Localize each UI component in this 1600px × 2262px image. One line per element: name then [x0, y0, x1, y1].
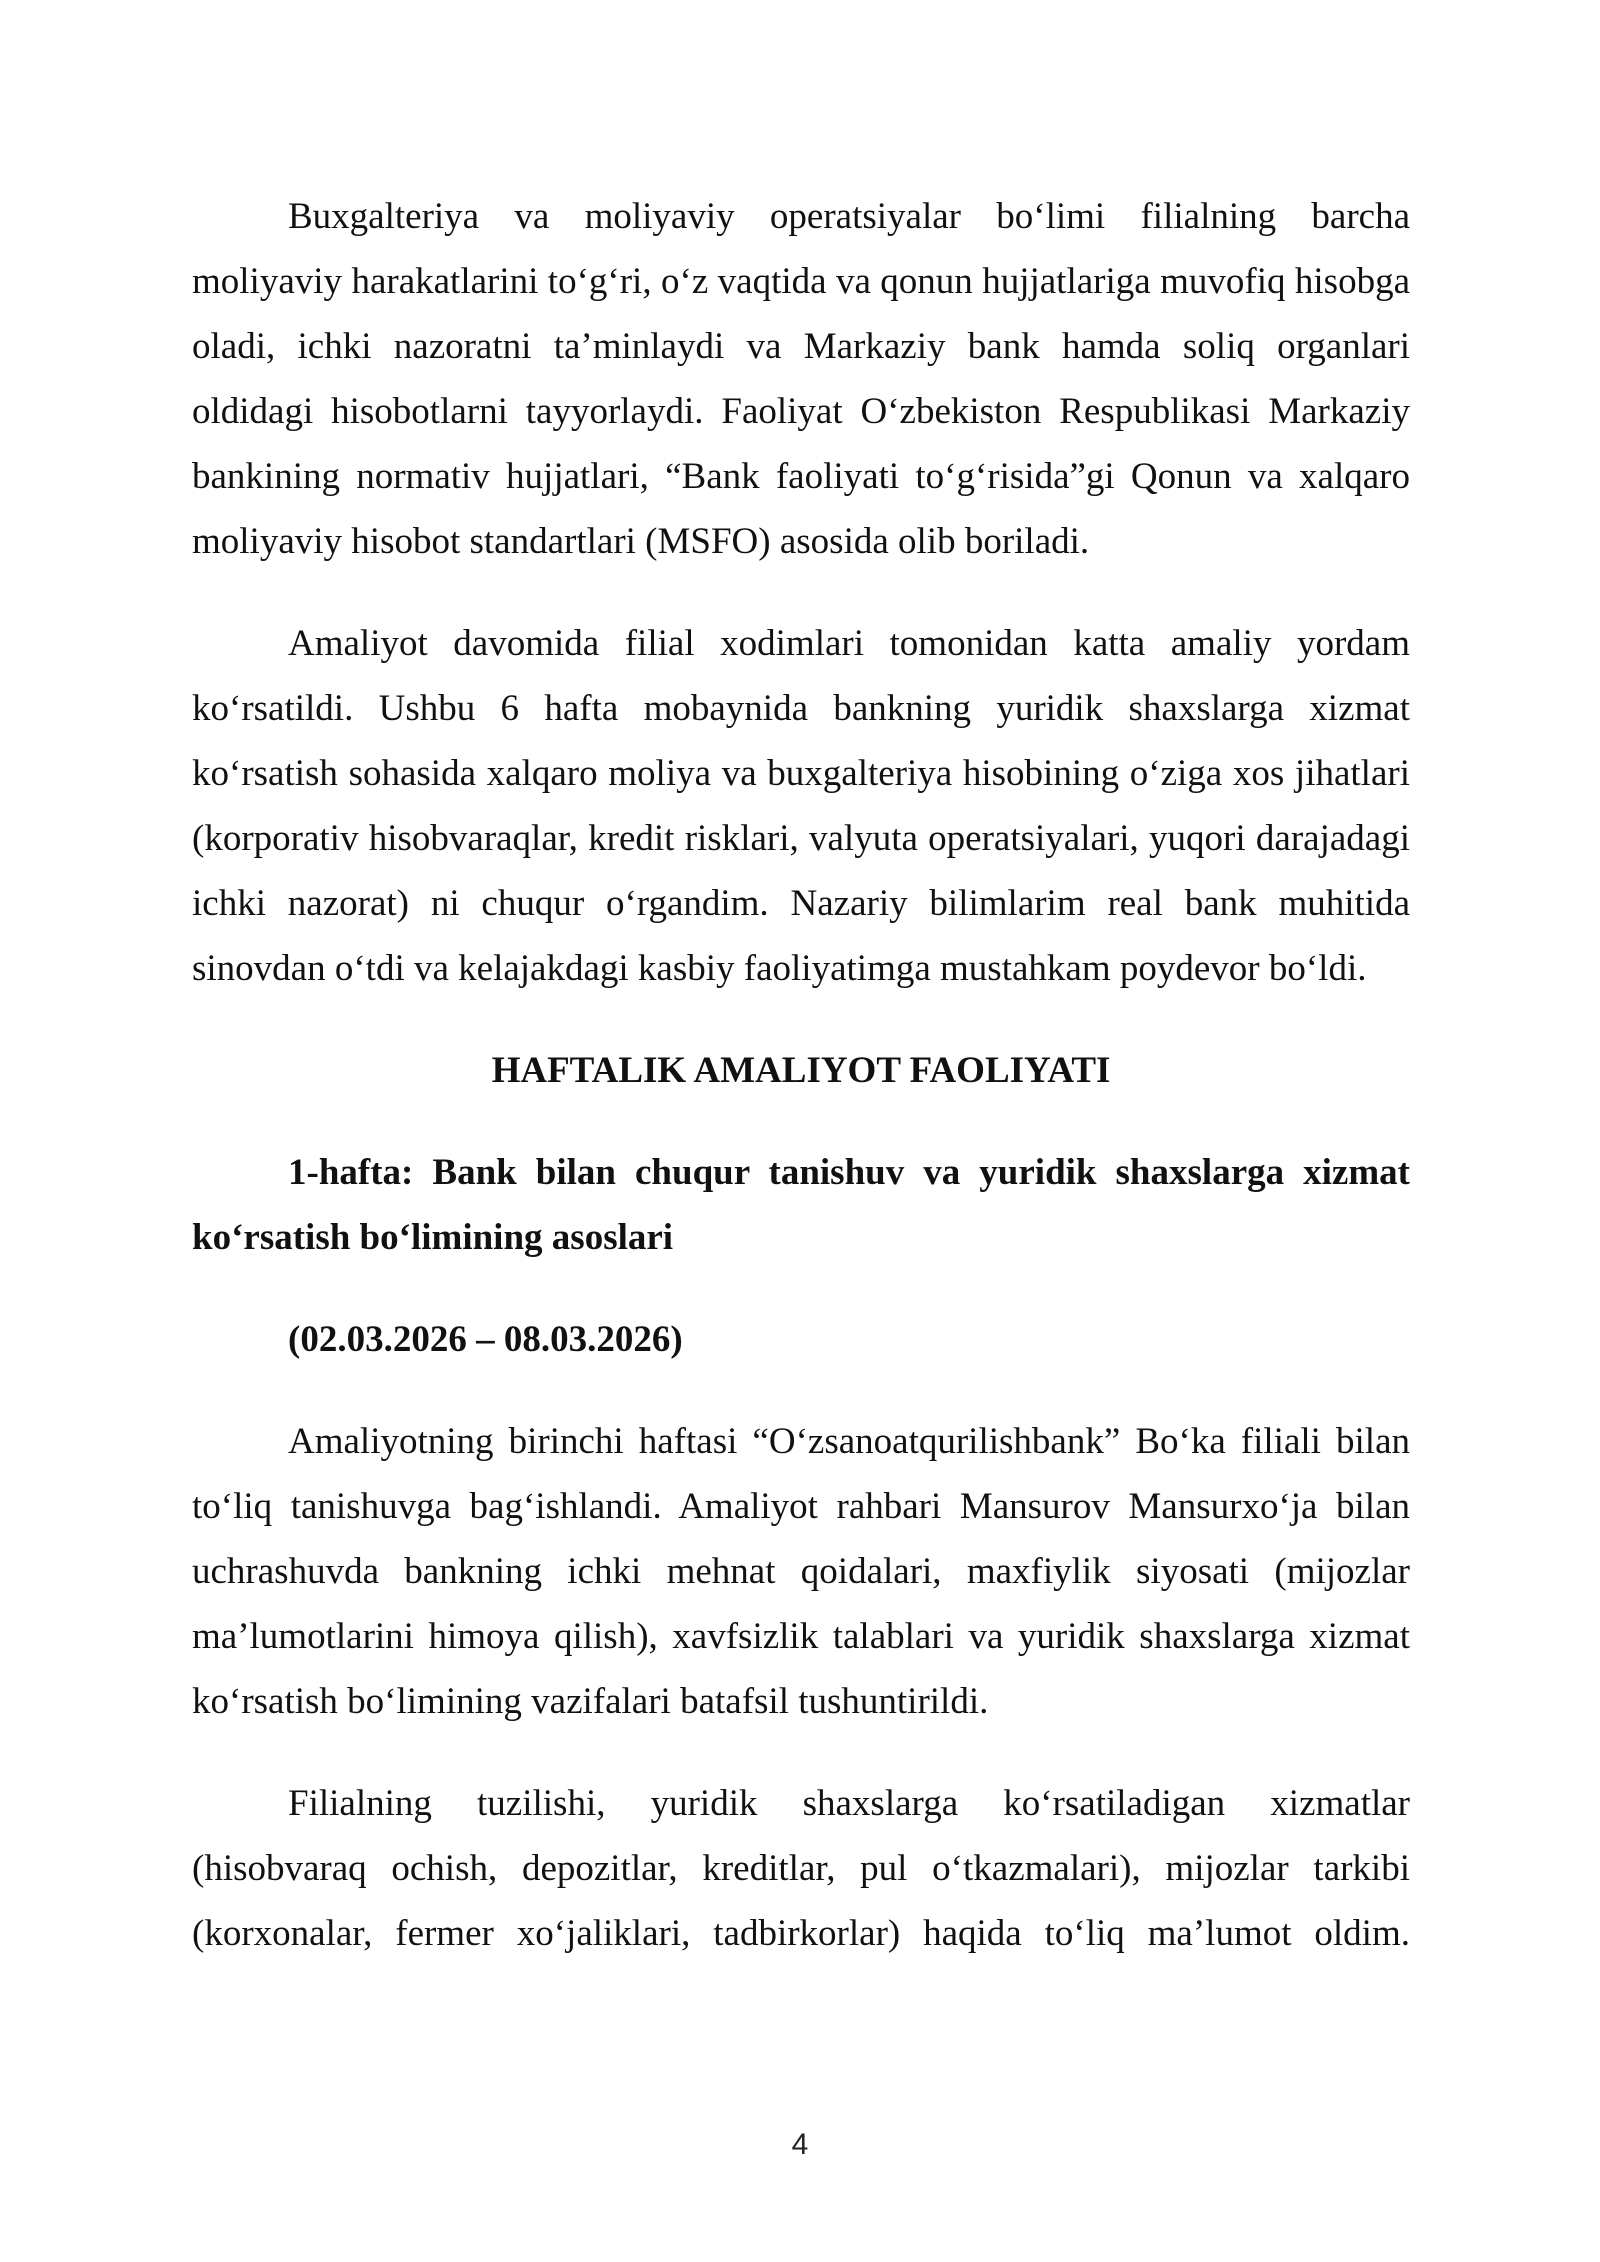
body-paragraph — [192, 184, 1410, 574]
paragraph-line: moliyaviy hisobot standartlari (MSFO) asosida olib boriladi. — [192, 521, 1090, 562]
week-heading-line: 1-hafta: Bank bilan chuqur tanishuv va yuridik shaxslarga xizmat — [288, 1152, 1410, 1193]
section-heading: HAFTALIK AMALIYOT FAOLIYATI — [491, 1050, 1111, 1091]
body-paragraph — [192, 1409, 1410, 1734]
paragraph-line: ko‘rsatildi. Ushbu 6 hafta mobaynida bankning yuridik shaxslarga xizmat — [192, 688, 1410, 729]
week-heading-line: ko‘rsatish bo‘limining asoslari — [192, 1217, 674, 1258]
paragraph-line: ichki nazorat) ni chuqur o‘rgandim. Nazariy bilimlarim real bank muhitida — [192, 883, 1410, 924]
paragraph-line: bankining normativ hujjatlari, “Bank faoliyati to‘g‘risida”gi Qonun va xalqaro — [192, 456, 1410, 497]
week-dates-block — [192, 1307, 1410, 1372]
body-paragraph — [192, 611, 1410, 1001]
paragraph-line: Filialning tuzilishi, yuridik shaxslarga ko‘rsatiladigan xizmatlar — [288, 1783, 1410, 1824]
paragraph-line: Amaliyotning birinchi haftasi “O‘zsanoatqurilishbank” Bo‘ka filiali bilan — [288, 1421, 1410, 1462]
paragraph-line: ko‘rsatish sohasida xalqaro moliya va buxgalteriya hisobining o‘ziga xos jihatlari — [192, 753, 1410, 794]
week-heading — [192, 1140, 1410, 1270]
body-paragraph — [192, 1771, 1410, 1966]
paragraph-line: sinovdan o‘tdi va kelajakdagi kasbiy faoliyatimga mustahkam poydevor bo‘ldi. — [192, 948, 1367, 989]
page-body — [192, 184, 1410, 2003]
paragraph-line: Buxgalteriya va moliyaviy operatsiyalar bo‘limi filialning barcha — [288, 196, 1410, 237]
paragraph-line: (korporativ hisobvaraqlar, kredit risklari, valyuta operatsiyalari, yuqori darajadagi — [192, 818, 1410, 859]
paragraph-line: to‘liq tanishuvga bag‘ishlandi. Amaliyot rahbari Mansurov Mansurxo‘ja bilan — [192, 1486, 1410, 1527]
paragraph-line: moliyaviy harakatlarini to‘g‘ri, o‘z vaqtida va qonun hujjatlariga muvofiq hisobga — [192, 261, 1410, 302]
section-heading-block — [192, 1038, 1410, 1103]
page-number: 4 — [791, 2128, 809, 2161]
week-dates: (02.03.2026 – 08.03.2026) — [288, 1319, 683, 1360]
paragraph-line: Amaliyot davomida filial xodimlari tomonidan katta amaliy yordam — [288, 623, 1410, 664]
paragraph-line: ma’lumotlarini himoya qilish), xavfsizlik talablari va yuridik shaxslarga xizmat — [192, 1616, 1410, 1657]
paragraph-line: (hisobvaraq ochish, depozitlar, kreditlar, pul o‘tkazmalari), mijozlar tarkibi — [192, 1848, 1410, 1889]
paragraph-line: (korxonalar, fermer xo‘jaliklari, tadbirkorlar) haqida to‘liq ma’lumot oldim. — [192, 1913, 1410, 1954]
paragraph-line: ko‘rsatish bo‘limining vazifalari batafsil tushuntirildi. — [192, 1681, 989, 1722]
paragraph-line: oladi, ichki nazoratni ta’minlaydi va Markaziy bank hamda soliq organlari — [192, 326, 1410, 367]
paragraph-line: oldidagi hisobotlarni tayyorlaydi. Faoliyat O‘zbekiston Respublikasi Markaziy — [192, 391, 1410, 432]
paragraph-line: uchrashuvda bankning ichki mehnat qoidalari, maxfiylik siyosati (mijozlar — [192, 1551, 1410, 1592]
